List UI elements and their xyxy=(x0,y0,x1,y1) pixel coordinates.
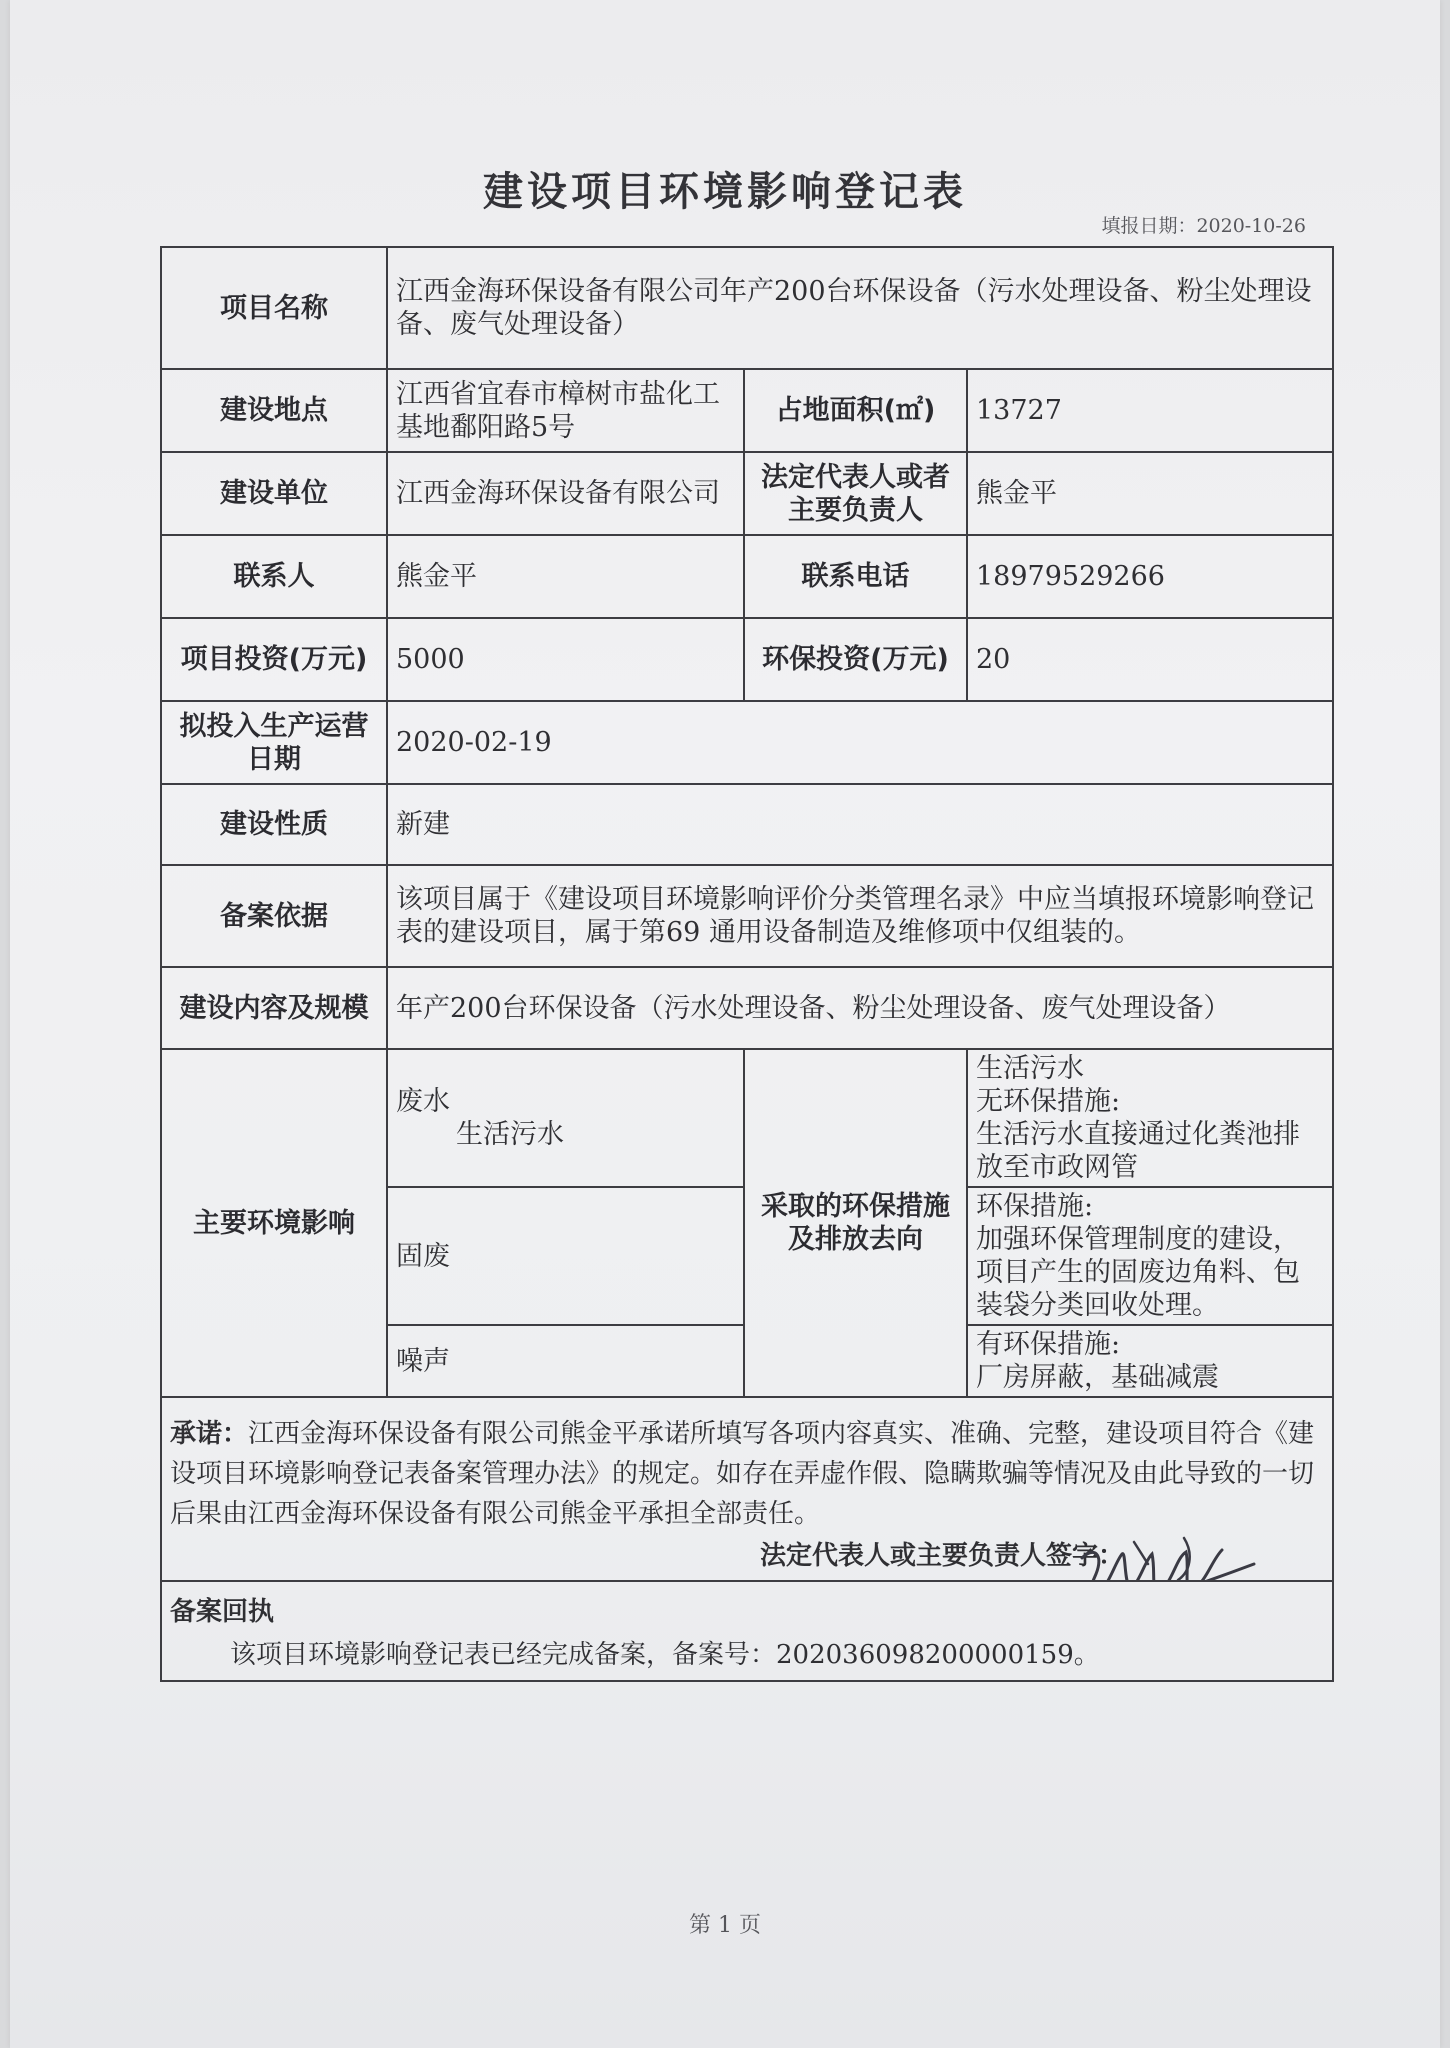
row-investment xyxy=(161,618,1333,701)
investment-label: 项目投资(万元) xyxy=(161,618,387,701)
wastewater-measure-line2: 无环保措施: xyxy=(976,1086,1121,1117)
pledge-lead: 承诺： xyxy=(170,1419,249,1449)
receipt-cell xyxy=(161,1581,1333,1681)
noise-measure-line2: 厂房屏蔽，基础减震 xyxy=(976,1362,1219,1393)
noise-category: 噪声 xyxy=(387,1325,744,1397)
contact-value: 熊金平 xyxy=(387,535,744,618)
pledge-text xyxy=(170,1400,1324,1534)
wastewater-category: 废水 xyxy=(396,1086,450,1117)
scale-value: 年产200台环保设备（污水处理设备、粉尘处理设备、废气处理设备） xyxy=(387,967,1333,1049)
location-value: 江西省宜春市樟树市盐化工基地鄱阳路5号 xyxy=(387,369,744,452)
row-project-name xyxy=(161,247,1333,369)
unit-label: 建设单位 xyxy=(161,452,387,535)
contact-label: 联系人 xyxy=(161,535,387,618)
project-name-value: 江西金海环保设备有限公司年产200台环保设备（污水处理设备、粉尘处理设备、废气处理设备） xyxy=(387,247,1333,369)
basis-label: 备案依据 xyxy=(161,865,387,967)
fill-date: 填报日期：2020-10-26 xyxy=(1101,215,1306,237)
area-label: 占地面积(㎡) xyxy=(744,369,967,452)
investment-value: 5000 xyxy=(387,618,744,701)
legal-rep-label: 法定代表人或者主要负责人 xyxy=(744,452,967,535)
project-name-label: 项目名称 xyxy=(161,247,387,369)
nature-label: 建设性质 xyxy=(161,784,387,865)
row-scale xyxy=(161,967,1333,1049)
solid-waste-measure-line2: 加强环保管理制度的建设，项目产生的固废边角料、包装袋分类回收处理。 xyxy=(976,1224,1300,1321)
start-date-value: 2020-02-19 xyxy=(387,701,1333,784)
phone-label: 联系电话 xyxy=(744,535,967,618)
solid-waste-category: 固废 xyxy=(387,1187,744,1325)
row-pledge xyxy=(161,1397,1333,1581)
row-start-date xyxy=(161,701,1333,784)
phone-value: 18979529266 xyxy=(967,535,1333,618)
row-contact xyxy=(161,535,1333,618)
wastewater-measure-line3: 生活污水直接通过化粪池排放至市政网管 xyxy=(976,1119,1300,1183)
receipt-text: 该项目环境影响登记表已经完成备案，备案号：202036098200000159。 xyxy=(230,1640,1100,1670)
noise-measure xyxy=(967,1325,1333,1397)
row-nature xyxy=(161,784,1333,865)
signature-row xyxy=(170,1534,1324,1578)
pledge-body: 江西金海环保设备有限公司熊金平承诺所填写各项内容真实、准确、完整，建设项目符合《建设项目环境影响登记表备案管理办法》的规定。如存在弄虚作假、隐瞒欺骗等情况及由此导致的一切后果由江西金海环保设备有限公司熊金平承担全部责任。 xyxy=(170,1419,1315,1529)
nature-value: 新建 xyxy=(387,784,1333,865)
row-unit xyxy=(161,452,1333,535)
impact-label: 主要环境影响 xyxy=(161,1049,387,1397)
solid-waste-measure-line1: 环保措施: xyxy=(976,1191,1094,1222)
area-value: 13727 xyxy=(967,369,1333,452)
row-receipt xyxy=(161,1581,1333,1681)
measures-label: 采取的环保措施及排放去向 xyxy=(744,1049,967,1397)
scale-label: 建设内容及规模 xyxy=(161,967,387,1049)
unit-value: 江西金海环保设备有限公司 xyxy=(387,452,744,535)
env-investment-label: 环保投资(万元) xyxy=(744,618,967,701)
solid-waste-measure xyxy=(967,1187,1333,1325)
page-number: 第 1 页 xyxy=(689,1913,761,1938)
noise-measure-line1: 有环保措施: xyxy=(976,1329,1121,1360)
start-date-label: 拟投入生产运营日期 xyxy=(161,701,387,784)
receipt-title: 备案回执 xyxy=(170,1597,275,1627)
pledge-cell xyxy=(161,1397,1333,1581)
legal-rep-value: 熊金平 xyxy=(967,452,1333,535)
row-basis xyxy=(161,865,1333,967)
basis-value: 该项目属于《建设项目环境影响评价分类管理名录》中应当填报环境影响登记表的建设项目，属于第69 通用设备制造及维修项中仅组装的。 xyxy=(387,865,1333,967)
document-page xyxy=(10,0,1440,2048)
signature-label: 法定代表人或主要负责人签字： xyxy=(760,1541,1125,1571)
env-investment-value: 20 xyxy=(967,618,1333,701)
row-location xyxy=(161,369,1333,452)
location-label: 建设地点 xyxy=(161,369,387,452)
document-title: 建设项目环境影响登记表 xyxy=(483,169,967,215)
wastewater-cell xyxy=(387,1049,744,1187)
handwritten-signature xyxy=(1064,1524,1264,1581)
row-impact-wastewater xyxy=(161,1049,1333,1187)
wastewater-measure xyxy=(967,1049,1333,1187)
registration-form xyxy=(160,246,1334,1682)
wastewater-measure-line1: 生活污水 xyxy=(976,1053,1084,1084)
wastewater-item: 生活污水 xyxy=(456,1119,564,1150)
